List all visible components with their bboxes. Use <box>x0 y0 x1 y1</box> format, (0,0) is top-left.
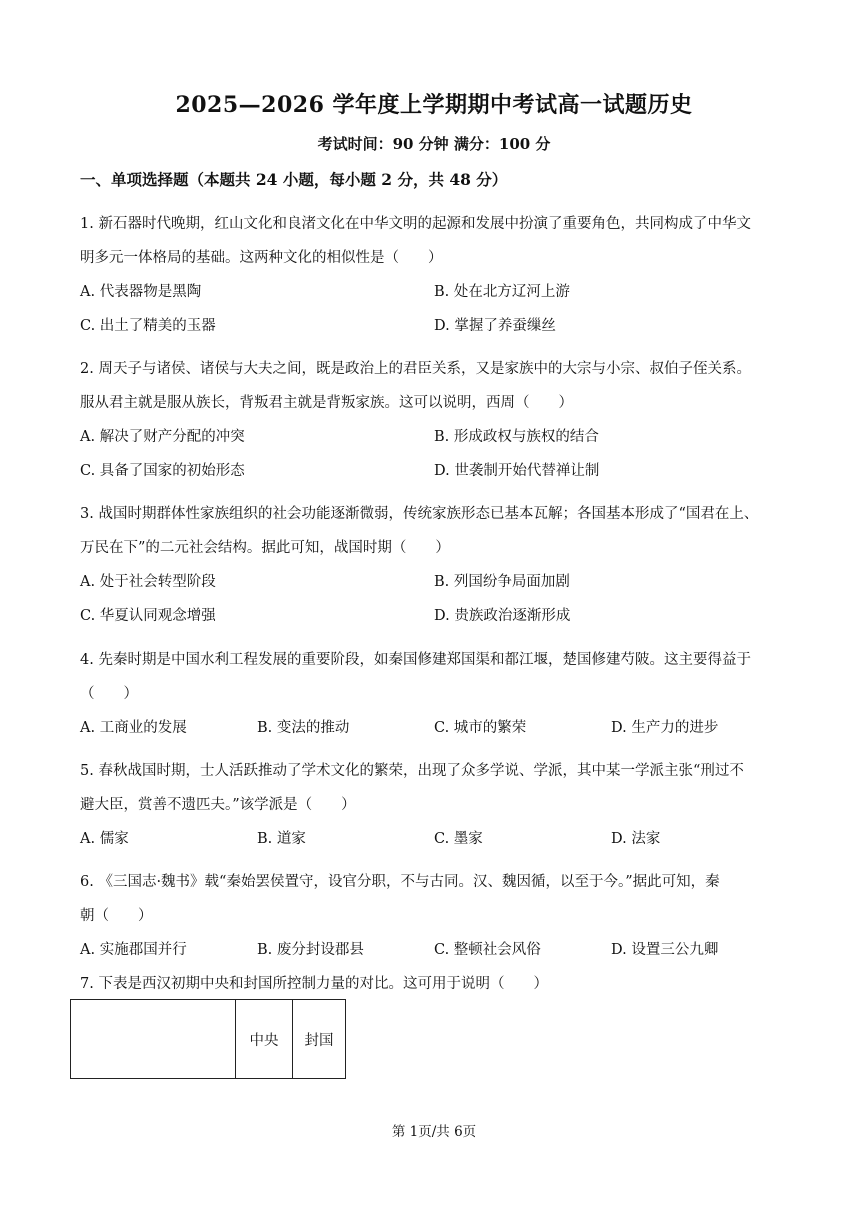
question-5-line-2: 避大臣，赏善不遗匹夫。”该学派是（ ） <box>80 797 356 813</box>
question-5-option-c: C. 墨家 <box>434 831 483 847</box>
question-1-line-2: 明多元一体格局的基础。这两种文化的相似性是（ ） <box>80 250 443 266</box>
question-1-line-1: 1. 新石器时代晚期，红山文化和良渚文化在中华文明的起源和发展中扮演了重要角色，共同构成了中华文 <box>80 216 751 232</box>
question-6-option-d: D. 设置三公九卿 <box>611 942 719 958</box>
question-2-line-2: 服从君主就是服从族长，背叛君主就是背叛家族。这可以说明，西周（ ） <box>80 395 573 411</box>
question-4-line-1: 4. 先秦时期是中国水利工程发展的重要阶段，如秦国修建郑国渠和都江堰，楚国修建芍陂。这主要得益于 <box>80 652 751 668</box>
question-3-option-c: C. 华夏认同观念增强 <box>80 608 216 624</box>
question-5-option-d: D. 法家 <box>611 831 661 847</box>
comparison-table <box>70 999 346 1079</box>
question-1-option-d: D. 掌握了养蚕缫丝 <box>434 318 556 334</box>
table-header-fiefdom: 封国 <box>293 1000 346 1079</box>
page-title: 2025—2026 学年度上学期期中考试高一试题历史 <box>175 92 693 118</box>
question-6-line-2: 朝（ ） <box>80 908 153 924</box>
question-4-option-a: A. 工商业的发展 <box>80 720 187 736</box>
section-heading: 一、单项选择题（本题共 24 小题，每小题 2 分，共 48 分） <box>80 170 508 189</box>
table-header-central: 中央 <box>236 1000 293 1079</box>
question-2-option-b: B. 形成政权与族权的结合 <box>434 429 599 445</box>
question-3-option-b: B. 列国纷争局面加剧 <box>434 574 570 590</box>
question-6-option-c: C. 整顿社会风俗 <box>434 942 541 958</box>
question-5-option-a: A. 儒家 <box>80 831 129 847</box>
question-5-line-1: 5. 春秋战国时期，士人活跃推动了学术文化的繁荣，出现了众多学说、学派，其中某一学派主张“刑过不 <box>80 763 744 779</box>
question-1-option-a: A. 代表器物是黑陶 <box>80 284 202 300</box>
question-7-line-1: 7. 下表是西汉初期中央和封国所控制力量的对比。这可用于说明（ ） <box>80 976 548 992</box>
page-number: 第 1页/共 6页 <box>391 1124 477 1140</box>
question-6-line-1: 6. 《三国志·魏书》载“秦始罢侯置守，设官分职，不与古同。汉、魏因循，以至于今。”据此可知，秦 <box>80 874 720 890</box>
question-6-option-a: A. 实施郡国并行 <box>80 942 187 958</box>
question-2-option-c: C. 具备了国家的初始形态 <box>80 463 245 479</box>
question-2-line-1: 2. 周天子与诸侯、诸侯与大夫之间，既是政治上的君臣关系，又是家族中的大宗与小宗、叔伯子侄关系。 <box>80 361 751 377</box>
table-header-row <box>71 1000 346 1079</box>
question-3-option-a: A. 处于社会转型阶段 <box>80 574 216 590</box>
question-2-option-d: D. 世袭制开始代替禅让制 <box>434 463 600 479</box>
question-1-option-c: C. 出土了精美的玉器 <box>80 318 216 334</box>
question-4-option-c: C. 城市的繁荣 <box>434 720 527 736</box>
question-3-line-1: 3. 战国时期群体性家族组织的社会功能逐渐微弱，传统家族形态已基本瓦解；各国基本形成了“国君在上、 <box>80 506 759 522</box>
question-5-option-b: B. 道家 <box>257 831 306 847</box>
question-6-option-b: B. 废分封设郡县 <box>257 942 364 958</box>
question-2-option-a: A. 解决了财产分配的冲突 <box>80 429 245 445</box>
question-3-option-d: D. 贵族政治逐渐形成 <box>434 608 571 624</box>
question-1-option-b: B. 处在北方辽河上游 <box>434 284 570 300</box>
question-4-line-2: （ ） <box>80 686 138 702</box>
question-4-option-d: D. 生产力的进步 <box>611 720 719 736</box>
question-3-line-2: 万民在下”的二元社会结构。据此可知，战国时期（ ） <box>80 540 450 556</box>
exam-info: 考试时间：90 分钟 满分：100 分 <box>317 135 551 153</box>
table-header-blank <box>71 1000 236 1079</box>
question-4-option-b: B. 变法的推动 <box>257 720 350 736</box>
